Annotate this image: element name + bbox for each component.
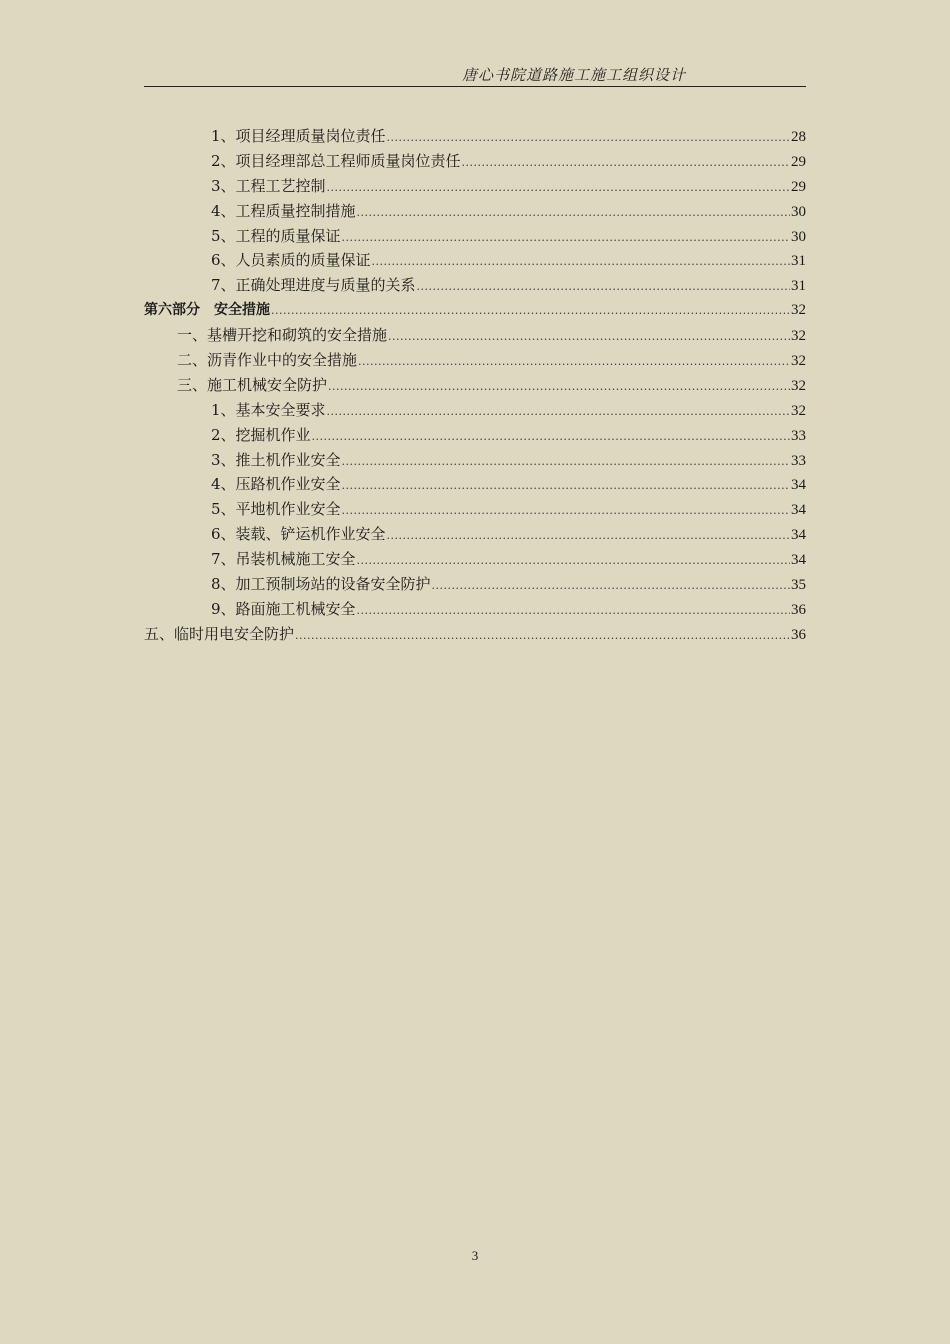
toc-dot-leader	[357, 599, 790, 624]
toc-dot-leader	[372, 250, 790, 275]
toc-entry-label: 2、挖掘机作业	[211, 425, 311, 444]
toc-entry-page: 32	[791, 377, 806, 394]
toc-entry[interactable]	[144, 224, 806, 249]
toc-entry-label: 一、基槽开挖和砌筑的安全措施	[177, 326, 388, 345]
toc-dot-leader	[342, 499, 790, 524]
toc-entry[interactable]	[144, 547, 806, 572]
toc-entry-page: 28	[791, 129, 806, 145]
toc-entry-label: 7、正确处理进度与质量的关系	[211, 276, 416, 295]
toc-entry-page: 36	[791, 601, 806, 618]
toc-entry-label: 五、临时用电安全防护	[144, 624, 295, 643]
toc-entry-page: 30	[791, 228, 806, 245]
toc-dot-leader	[357, 549, 790, 574]
toc-entry[interactable]	[144, 149, 806, 174]
toc-entry-page: 29	[791, 153, 806, 170]
toc-entry[interactable]	[144, 497, 806, 522]
toc-entry-page: 33	[791, 452, 806, 469]
toc-dot-leader	[357, 201, 790, 226]
toc-dot-leader	[312, 425, 790, 450]
toc-entry-page: 31	[791, 253, 806, 270]
header-rule	[144, 86, 806, 87]
toc-entry-label: 6、人员素质的质量保证	[211, 251, 371, 270]
toc-entry-page: 34	[791, 552, 806, 569]
toc-entry-page: 30	[791, 203, 806, 220]
toc-entry-page: 32	[791, 402, 806, 419]
toc-dot-leader	[295, 624, 790, 649]
toc-entry[interactable]	[144, 423, 806, 448]
toc-dot-leader	[342, 450, 790, 475]
toc-entry-label: 二、沥青作业中的安全措施	[177, 351, 358, 370]
toc-entry-page: 31	[791, 278, 806, 295]
toc-entry[interactable]	[144, 298, 806, 323]
toc-entry-label: 8、加工预制场站的设备安全防护	[211, 575, 431, 594]
toc-dot-leader	[417, 275, 790, 300]
toc-dot-leader	[328, 375, 790, 400]
running-header-title: 唐心书院道路施工施工组织设计	[461, 66, 686, 84]
toc-entry[interactable]	[144, 124, 806, 149]
toc-entry[interactable]	[144, 174, 806, 199]
toc-entry[interactable]	[144, 273, 806, 298]
toc-entry-label: 1、基本安全要求	[211, 400, 326, 419]
toc-entry-label: 4、压路机作业安全	[211, 475, 341, 494]
toc-entry[interactable]	[144, 472, 806, 497]
toc-dot-leader	[462, 151, 790, 176]
toc-entry-label: 6、装载、铲运机作业安全	[211, 525, 386, 544]
toc-entry-page: 36	[791, 626, 806, 643]
toc-entry-page: 32	[791, 302, 806, 319]
table-of-contents	[144, 124, 806, 647]
toc-dot-leader	[387, 524, 790, 549]
toc-entry-label: 2、项目经理部总工程师质量岗位责任	[211, 151, 461, 170]
toc-entry-label: 1、项目经理质量岗位责任	[211, 127, 386, 145]
toc-entry[interactable]	[144, 373, 806, 398]
toc-entry[interactable]	[144, 448, 806, 473]
toc-entry[interactable]	[144, 199, 806, 224]
toc-entry-page: 32	[791, 353, 806, 370]
page-number: 3	[471, 1248, 479, 1263]
toc-dot-leader	[432, 574, 790, 599]
toc-entry[interactable]	[144, 398, 806, 423]
toc-entry-label: 5、平地机作业安全	[211, 500, 341, 519]
toc-entry-label: 4、工程质量控制措施	[211, 201, 356, 220]
toc-entry-label: 3、工程工艺控制	[211, 176, 326, 195]
toc-entry-label: 5、工程的质量保证	[211, 226, 341, 245]
toc-entry[interactable]	[144, 622, 806, 647]
toc-dot-leader	[342, 474, 790, 499]
toc-entry-label: 7、吊装机械施工安全	[211, 550, 356, 569]
toc-dot-leader	[327, 400, 790, 425]
toc-entry-page: 34	[791, 527, 806, 544]
toc-entry[interactable]	[144, 597, 806, 622]
toc-entry-page: 35	[791, 577, 806, 594]
toc-dot-leader	[388, 325, 790, 350]
toc-entry-label: 三、施工机械安全防护	[177, 375, 328, 394]
toc-dot-leader	[271, 299, 790, 324]
toc-entry-page: 34	[791, 502, 806, 519]
toc-entry-label: 9、路面施工机械安全	[211, 599, 356, 618]
toc-entry-page: 33	[791, 427, 806, 444]
toc-entry-page: 29	[791, 178, 806, 195]
toc-entry[interactable]	[144, 348, 806, 373]
toc-entry[interactable]	[144, 248, 806, 273]
toc-entry[interactable]	[144, 323, 806, 348]
toc-dot-leader	[327, 176, 790, 201]
toc-entry-page: 34	[791, 477, 806, 494]
toc-dot-leader	[342, 226, 790, 251]
toc-entry-label: 3、推土机作业安全	[211, 450, 341, 469]
toc-entry-label: 第六部分 安全措施	[144, 302, 270, 319]
toc-entry[interactable]	[144, 572, 806, 597]
toc-entry-page: 32	[791, 328, 806, 345]
toc-dot-leader	[358, 350, 790, 375]
toc-entry[interactable]	[144, 522, 806, 547]
toc-dot-leader	[387, 126, 790, 151]
